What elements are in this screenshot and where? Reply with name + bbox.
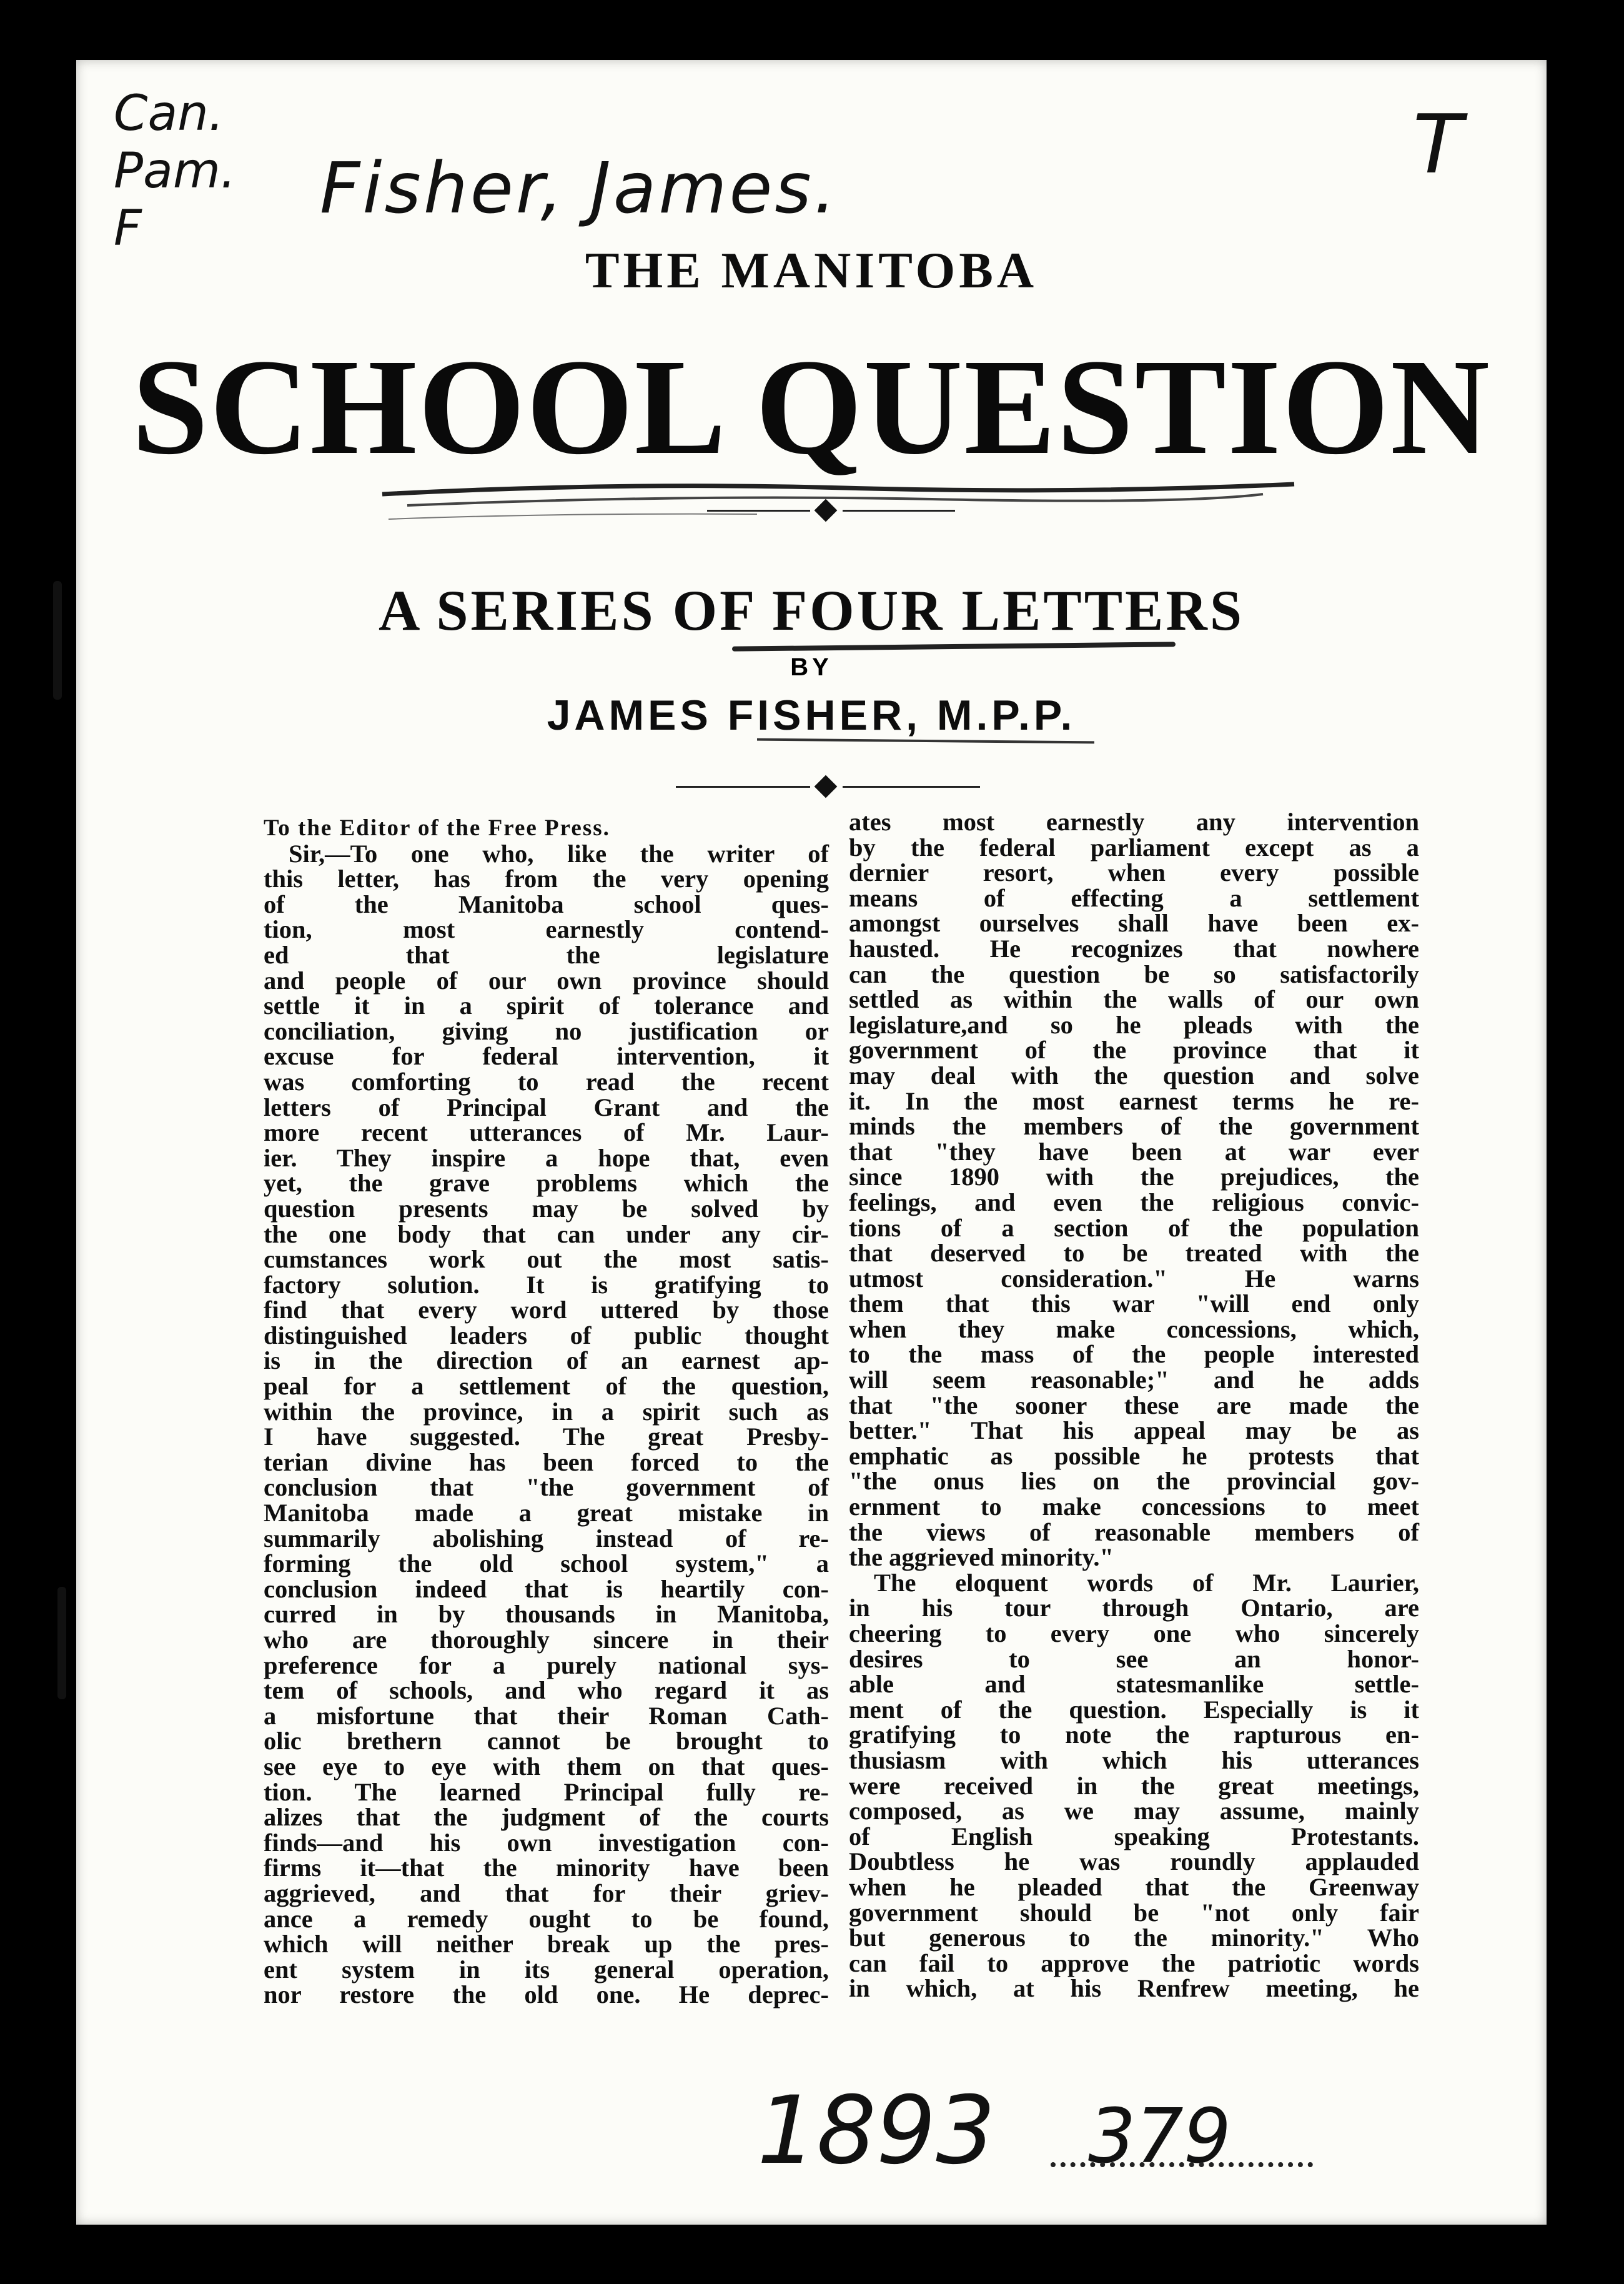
diamond-ornament	[814, 775, 838, 798]
title-swash-ornament	[370, 475, 1307, 525]
text-line: Sir,—To one who, like the writer of	[289, 839, 829, 868]
ornament-rule	[676, 786, 810, 788]
catalog-line: Can.	[114, 86, 224, 142]
binding-mark	[57, 1587, 66, 1699]
text-line: see eye to eye with them on that ques-	[264, 1752, 829, 1780]
text-line: ier. They inspire a hope that, even	[264, 1143, 829, 1172]
text-line: Doubtless he was roundly applauded	[849, 1847, 1419, 1876]
byline-by: BY	[790, 653, 833, 681]
catalog-line: F	[114, 201, 142, 257]
text-line: utmost consideration." He warns	[849, 1264, 1419, 1293]
text-line: and people of our own province should	[264, 966, 829, 995]
text-line: Manitoba made a great mistake in	[264, 1499, 829, 1527]
text-line: conciliation, giving no justification or	[264, 1016, 829, 1045]
text-line: means of effecting a settlement	[849, 883, 1419, 912]
text-line: preference for a purely national sys-	[264, 1651, 829, 1679]
subtitle: A SERIES OF FOUR LETTERS	[378, 578, 1245, 642]
text-line: conclusion that "the government of	[264, 1473, 829, 1502]
text-line: excuse for federal intervention, it	[264, 1042, 829, 1071]
text-line: peal for a settlement of the question,	[264, 1372, 829, 1401]
text-line: ent system in its general operation,	[264, 1955, 829, 1984]
text-line: settle it in a spirit of tolerance and	[264, 991, 829, 1020]
text-line: cumstances work out the most satis-	[264, 1245, 829, 1274]
text-line: ates most earnestly any intervention	[849, 808, 1419, 836]
text-line: aggrieved, and that for their griev-	[264, 1879, 829, 1907]
text-column-right	[849, 810, 1419, 2002]
text-line: tem of schools, and who regard it as	[264, 1676, 829, 1705]
text-line: is in the direction of an earnest ap-	[264, 1346, 829, 1375]
text-line: composed, as we may assume, mainly	[849, 1797, 1419, 1825]
text-line: tion. The learned Principal fully re-	[264, 1777, 829, 1806]
text-line: ance a remedy ought to be found,	[264, 1904, 829, 1933]
text-line: that "they have been at war ever	[849, 1137, 1419, 1166]
text-line: of the Manitoba school ques-	[264, 890, 829, 918]
text-line: were received in the great meetings,	[849, 1771, 1419, 1800]
handwritten-mark: T	[1413, 97, 1463, 192]
text-line: minds the members of the government	[849, 1112, 1419, 1141]
text-line: emphatic as possible he protests that	[849, 1441, 1419, 1470]
text-line: "the onus lies on the provincial gov-	[849, 1467, 1419, 1496]
text-line: olic brethern cannot be brought to	[264, 1727, 829, 1755]
text-line: of English speaking Protestants.	[849, 1822, 1419, 1850]
text-line: find that every word uttered by those	[264, 1296, 829, 1324]
document-page	[76, 60, 1547, 2225]
handwritten-catalog-note	[114, 85, 236, 257]
text-line: which will neither break up the pres-	[264, 1930, 829, 1959]
text-line: desires to see an honor-	[849, 1644, 1419, 1673]
text-line: tion, most earnestly contend-	[264, 915, 829, 944]
text-line: curred in by thousands in Manitoba,	[264, 1600, 829, 1629]
text-line: that deserved to be treated with the	[849, 1239, 1419, 1268]
text-column-left	[264, 816, 829, 2008]
text-line: firms it—that the minority have been	[264, 1854, 829, 1882]
ornament-rule	[843, 786, 980, 788]
text-line: government should be "not only fair	[849, 1898, 1419, 1927]
text-line: letters of Principal Grant and the	[264, 1093, 829, 1121]
text-line: feelings, and even the religious convic-	[849, 1188, 1419, 1216]
text-line: when he pleaded that the Greenway	[849, 1872, 1419, 1901]
ornament-rule	[707, 510, 810, 512]
text-line: can the question be so satisfactorily	[849, 960, 1419, 988]
text-line: but generous to the minority." Who	[849, 1924, 1419, 1952]
text-line: that "the sooner these are made the	[849, 1391, 1419, 1419]
text-line: the one body that can under any cir-	[264, 1219, 829, 1248]
text-line: was comforting to read the recent	[264, 1067, 829, 1096]
text-line: better." That his appeal may be as	[849, 1416, 1419, 1445]
text-line: ment of the question. Especially is it	[849, 1695, 1419, 1724]
text-line: this letter, has from the very opening	[264, 865, 829, 893]
text-line: within the province, in a spirit such as	[264, 1397, 829, 1426]
text-line: hausted. He recognizes that nowhere	[849, 934, 1419, 963]
text-line: may deal with the question and solve	[849, 1061, 1419, 1090]
text-line: I have suggested. The great Presby-	[264, 1423, 829, 1451]
text-line: will seem reasonable;" and he adds	[849, 1366, 1419, 1394]
shelf-dotted-line	[1051, 2162, 1313, 2167]
text-line: yet, the grave problems which the	[264, 1169, 829, 1198]
text-line: ernment to make concessions to meet	[849, 1492, 1419, 1521]
text-line: dernier resort, when every possible	[849, 858, 1419, 887]
text-line: in his tour through Ontario, are	[849, 1594, 1419, 1622]
text-line: the views of reasonable members of	[849, 1517, 1419, 1546]
text-line: amongst ourselves shall have been ex-	[849, 909, 1419, 938]
text-line: alizes that the judgment of the courts	[264, 1803, 829, 1832]
text-line: the aggrieved minority."	[849, 1543, 1114, 1572]
text-line: cheering to every one who sincerely	[849, 1619, 1419, 1647]
text-line: since 1890 with the prejudices, the	[849, 1163, 1419, 1191]
text-line: gratifying to note the rapturous en-	[849, 1720, 1419, 1749]
text-line: question presents may be solved by	[264, 1194, 829, 1223]
author-name: JAMES FISHER, M.P.P.	[547, 692, 1076, 739]
handwritten-year: 1893	[757, 2077, 996, 2185]
text-line: them that this war "will end only	[849, 1289, 1419, 1318]
title-main: SCHOOL QUESTION	[132, 330, 1491, 483]
title-small: THE MANITOBA	[585, 242, 1038, 299]
binding-mark	[53, 581, 62, 700]
text-line: can fail to approve the patriotic words	[849, 1949, 1419, 1977]
handwritten-author: Fisher, James.	[320, 148, 839, 229]
text-line: legislature,and so he pleads with the	[849, 1010, 1419, 1039]
text-line: to the mass of the people interested	[849, 1340, 1419, 1369]
text-line: a misfortune that their Roman Cath-	[264, 1701, 829, 1730]
text-line: summarily abolishing instead of re-	[264, 1524, 829, 1552]
text-line: settled as within the walls of our own	[849, 985, 1419, 1014]
text-line: in which, at his Renfrew meeting, he	[849, 1974, 1419, 2003]
text-line: The eloquent words of Mr. Laurier,	[874, 1568, 1419, 1597]
text-line: terian divine has been forced to the	[264, 1447, 829, 1476]
text-line: finds—and his own investigation con-	[264, 1828, 829, 1857]
catalog-line: Pam.	[114, 143, 236, 199]
text-line: To the Editor of the Free Press.	[264, 815, 610, 841]
text-line: factory solution. It is gratifying to	[264, 1270, 829, 1299]
text-line: more recent utterances of Mr. Laur-	[264, 1118, 829, 1147]
text-line: ed that the legislature	[264, 940, 829, 969]
text-line: tions of a section of the population	[849, 1213, 1419, 1242]
handwritten-shelf-number: 379	[1088, 2093, 1232, 2180]
text-line: when they make concessions, which,	[849, 1314, 1419, 1343]
text-line: forming the old school system," a	[264, 1549, 829, 1578]
text-line: distinguished leaders of public thought	[264, 1321, 829, 1349]
text-line: thusiasm with which his utterances	[849, 1745, 1419, 1774]
text-line: by the federal parliament except as a	[849, 833, 1419, 861]
text-line: conclusion indeed that is heartily con-	[264, 1574, 829, 1603]
text-line: nor restore the old one. He deprec-	[264, 1980, 829, 2009]
text-line: it. In the most earnest terms he re-	[849, 1086, 1419, 1115]
text-line: able and statesmanlike settle-	[849, 1670, 1419, 1699]
text-line: who are thoroughly sincere in their	[264, 1626, 829, 1654]
ornament-rule	[843, 510, 955, 512]
text-line: government of the province that it	[849, 1036, 1419, 1065]
